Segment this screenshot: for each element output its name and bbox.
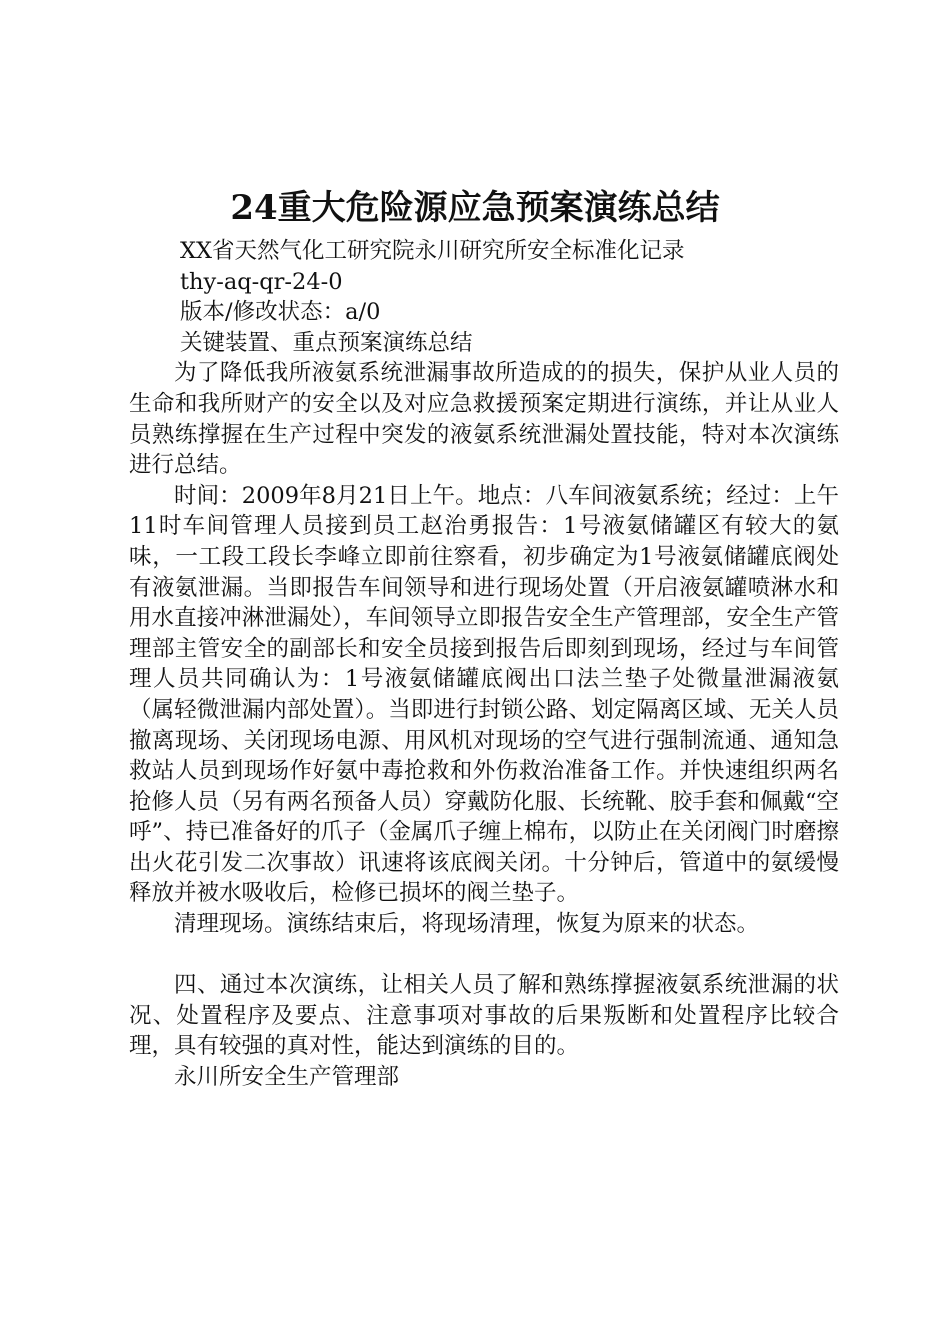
signature-department: 永川所安全生产管理部 [174, 1064, 400, 1091]
paragraph-cleanup: 清理现场。演练结束后，将现场清理，恢复为原来的状态。 [174, 911, 760, 938]
document-title: 24重大危险源应急预案演练总结 [230, 188, 720, 228]
record-code-line: thy-aq-qr-24-0 [180, 268, 343, 295]
institute-record-line: XX省天然气化工研究院永川研究所安全标准化记录 [180, 238, 685, 264]
paragraph-event-details: 时间：2009年8月21日上午。地点：八车间液氨系统；经过：上午11时车间管理人员接到员工赵治勇报告：1号液氨储罐区有较大的氨味，一工段工段长李峰立即前往察看，初步确定为1号液氨储罐底阀处有液氨泄漏。当即报告车间领导和进行现场处置（开启液氨罐喷淋水和用水直接冲淋泄漏处），车间领导立即报告安全生产管理部，安全生产管理部主管安全的副部长和安全员接到报告后即刻到现场，经过与车间管理人员共同确认为：1号液氨储罐底阀出口法兰垫子处微量泄漏液氨（属轻微泄漏内部处置）。当即进行封锁公路、划定隔离区域、无关人员撤离现场、关闭现场电源、用风机对现场的空气进行强制流通、通知急救站人员到现场作好氨中毒抢救和外伤救治准备工作。并快速组织两名抢修人员（另有两名预备人员）穿戴防化服、长统靴、胶手套和佩戴“空呼”、持已准备好的爪子（金属爪子缠上棉布，以防止在关闭阀门时磨擦出火花引发二次事故）讯速将该底阀关闭。十分钟后，管道中的氨缓慢释放并被水吸收后，检修已损坏的阀兰垫子。 [129, 482, 839, 907]
paragraph-purpose: 为了降低我所液氨系统泄漏事故所造成的的损失，保护从业人员的生命和我所财产的安全以及对应急救援预案定期进行演练，并让从业人员熟练撑握在生产过程中突发的液氨系统泄漏处置技能，特对本次演练进行总结。 [129, 360, 839, 479]
version-status-line: 版本/修改状态：a/0 [180, 299, 381, 326]
paragraph-conclusion: 四、通过本次演练，让相关人员了解和熟练撑握液氨系统泄漏的状况、处置程序及要点、注意事项对事故的后果叛断和处置程序比较合理，具有较强的真对性，能达到演练的目的。 [129, 972, 839, 1060]
paragraph-gap [129, 940, 839, 971]
document-body [129, 236, 839, 1093]
subject-line: 关键装置、重点预案演练总结 [180, 329, 473, 356]
